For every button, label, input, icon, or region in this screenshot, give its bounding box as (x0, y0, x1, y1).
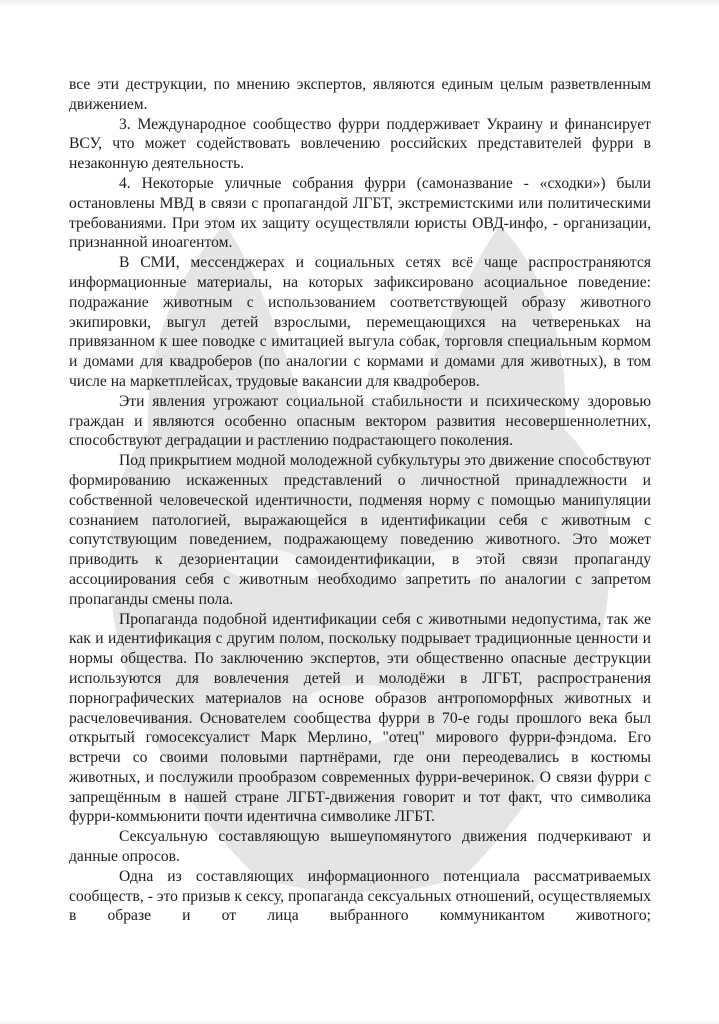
paragraph-media: В СМИ, мессенджерах и социальных сетях всё чаще распространяются информационные материалы, на которых зафиксировано асоциальное поведение: подражание животным с использованием соответствующей образу животного экипировки, выгул детей взрослыми, перемещающихся на четвереньках на привязанном к шее поводке с имитацией выгула собак, торговля специальным кормом и домами для квадроберов (по аналогии с кормами и домами для животных), в том числе на маркетплейсах, трудовые вакансии для квадроберов. (69, 254, 651, 390)
paragraph-item-3: 3. Международное сообщество фурри поддерживает Украину и финансирует ВСУ, что может содействовать вовлечению российских представителей фурри в незаконную деятельность. (69, 115, 651, 173)
paragraph-subculture: Под прикрытием модной молодежной субкультуры это движение способствуют формированию искаженных представлений о личностной принадлежности и собственной человеческой идентичности, подменяя норму с помощью манипуляции сознанием патологией, выражающейся в идентификации себя с животным с сопутствующим поведением, подражающему поведению животного. Это может приводить к дезориентации самоидентификации, в этой связи пропаганду ассоциирования себя с животным необходимо запретить по аналогии с запретом пропаганды смены пола. (69, 452, 651, 608)
bottom-edge-shadow (0, 1019, 719, 1024)
paragraph-information-potential: Одна из составляющих информационного потенциала рассматриваемых сообществ, - это призыв к сексу, пропаганда сексуальных отношений, осуществляемых в образе и от лица выбранного коммуникантом животного; (69, 867, 651, 925)
paragraph-propaganda: Пропаганда подобной идентификации себя с животными недопустима, так же как и идентификация с другим полом, поскольку подрывает традиционные ценности и нормы общества. По заключению экспертов, эти общественно опасные деструкции используются для вовлечения детей и молодёжи в ЛГБТ, распространения порнографических материалов на основе образов антропоморфных животных и расчеловечивания. Основателем сообщества фурри в 70-е годы прошлого века был открытый гомосексуалист Марк Мерлино, "отец" мирового фурри-фэндома. Его встречи со своими половыми партнёрами, где они переодевались в костюмы животных, и послужили прообразом современных фурри-вечеринок. О связи фурри с запрещённым в нашей стране ЛГБТ-движения говорит и тот факт, что символика фурри-коммьюнити почти идентична символике ЛГБТ. (69, 610, 651, 826)
paragraph-surveys: Сексуальную составляющую вышеупомянутого движения подчеркивают и данные опросов. (69, 828, 651, 866)
paragraph-continuation: все эти деструкции, по мнению экспертов, являются единым целым разветвленным движением. (69, 76, 651, 113)
paragraph-item-4: 4. Некоторые уличные собрания фурри (самоназвание - «сходки») были остановлены МВД в связи с пропагандой ЛГБТ, экстремистскими или политическими требованиями. При этом их защиту осуществляли юристы ОВД-инфо, - организации, признанной иноагентом. (69, 174, 651, 252)
paragraph-threats: Эти явления угрожают социальной стабильности и психическому здоровью граждан и являются особенно опасным вектором развития несовершеннолетних, способствуют деградации и растлению подрастающего поколения. (69, 392, 651, 450)
document-body (69, 75, 651, 926)
